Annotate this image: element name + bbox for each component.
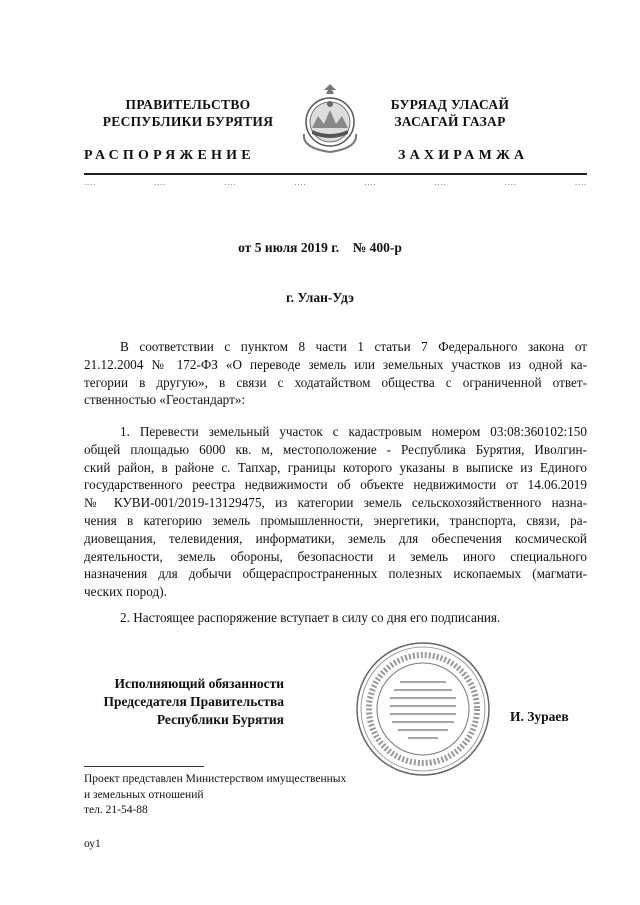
- round-seal-stamp-icon: [354, 640, 492, 778]
- text-line: общей площадью 6000 кв. м, местоположение - Республика Бурятия, Иволгин-: [84, 441, 587, 457]
- signatory-title-line-3: Республики Бурятия: [156, 712, 284, 727]
- text-line: ский район, в районе с. Тапхар, границы которого указаны в выписке из Единого: [84, 459, 587, 475]
- item-2-paragraph: [84, 609, 587, 627]
- footer-rule: [84, 766, 204, 767]
- text-line: диовещания, телевидения, информатики, земель для обеспечения космической: [84, 530, 587, 546]
- text-line: ческих пород).: [84, 584, 167, 600]
- header-right-line-2: ЗАСАГАЙ ГАЗАР: [394, 114, 506, 129]
- header-left-line-2: РЕСПУБЛИКИ БУРЯТИЯ: [102, 114, 274, 129]
- text-line: чения в категорию земель промышленности, энергетики, транспорта, связи, ра-: [84, 512, 587, 528]
- text-line: 1. Перевести земельный участок с кадастровым номером 03:08:360102:150: [120, 424, 587, 439]
- text-line: В соответствии с пунктом 8 части 1 статьи 7 Федерального закона от: [120, 339, 587, 354]
- text-line: № КУВИ-001/2019-13129475, из категории земель сельскохозяйственного назна-: [84, 495, 587, 511]
- signatory-title: [84, 675, 284, 729]
- footer-note-line-2: и земельных отношений: [84, 788, 204, 801]
- order-date-number: [0, 240, 640, 256]
- buryatia-coat-of-arms-icon: [298, 82, 362, 156]
- footer-note-line-3: тел. 21-54-88: [84, 804, 148, 816]
- text-line: 21.12.2004 № 172-ФЗ «О переводе земель или земельных участков из одной ка-: [84, 356, 587, 372]
- signatory-title-line-2: Председателя Правительства: [103, 694, 284, 709]
- text-line: 2. Настоящее распоряжение вступает в силу со дня его подписания.: [120, 610, 501, 625]
- text-line: назначения для добычи общераспространенных полезных ископаемых (магмати-: [84, 566, 587, 582]
- document-code: оу1: [84, 838, 101, 850]
- header-left-line-1: ПРАВИТЕЛЬСТВО: [125, 97, 251, 112]
- text-line: ственностью «Геостандарт»:: [84, 392, 246, 408]
- header-dotted-marks: .... .... .... .... .... .... .... ....: [84, 178, 587, 187]
- signatory-name: И. Зураев: [510, 709, 569, 724]
- preamble-paragraph: [84, 338, 587, 409]
- text-line: тегории в другую», в связи с ходатайством общества с ограниченной ответ-: [84, 374, 587, 390]
- doctype-buryat: ЗАХИРАМЖА: [398, 148, 529, 163]
- doctype-russian: РАСПОРЯЖЕНИЕ: [84, 148, 255, 163]
- header-right-line-1: БУРЯАД УЛАСАЙ: [390, 97, 510, 112]
- signatory-title-line-1: Исполняющий обязанности: [114, 676, 284, 691]
- header-left-title: [88, 96, 288, 130]
- item-1-paragraph: [84, 423, 587, 601]
- header-right-title: [350, 96, 550, 130]
- order-number: № 400-р: [352, 240, 402, 255]
- footer-note-line-1: Проект представлен Министерством имущественных: [84, 773, 347, 785]
- order-date: от 5 июля 2019 г.: [238, 240, 340, 255]
- order-city: г. Улан-Удэ: [286, 290, 354, 305]
- footer-note: [84, 772, 346, 819]
- header-rule: [84, 173, 587, 175]
- text-line: деятельности, земель обороны, безопасности и земель иного специального: [84, 548, 587, 564]
- text-line: государственного реестра недвижимости об объекте недвижимости от 14.06.2019: [84, 477, 587, 493]
